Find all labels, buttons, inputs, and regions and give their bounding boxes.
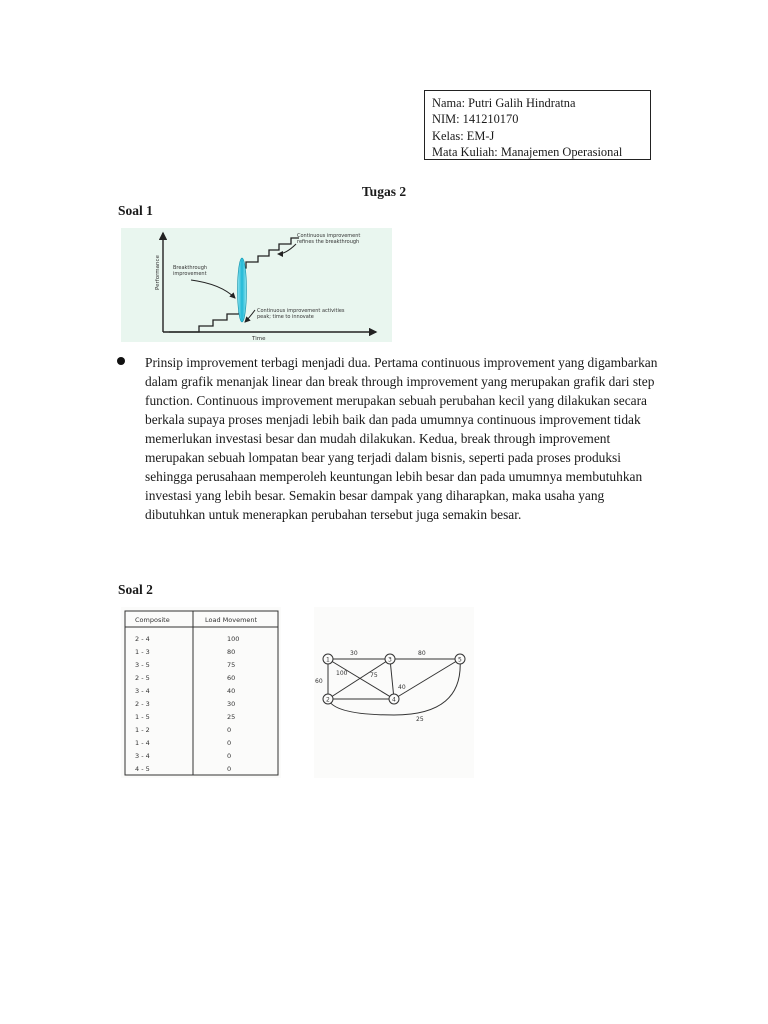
edge-label-4: 100 xyxy=(336,670,348,677)
student-class: Kelas: EM-J xyxy=(432,128,495,143)
table-cell-composite: 2 - 5 xyxy=(135,674,150,682)
table-cell-load: 80 xyxy=(227,648,236,656)
table-cell-load: 0 xyxy=(227,726,232,734)
graph-node-label: 3 xyxy=(388,656,392,664)
edge-label-1: 30 xyxy=(350,650,358,657)
bullet-point xyxy=(117,357,125,365)
table-cell-composite: 1 - 4 xyxy=(135,739,150,747)
edge-4-5 xyxy=(394,656,462,699)
annotation-left-line2: improvement xyxy=(173,271,207,277)
table-cell-composite: 3 - 4 xyxy=(135,752,150,760)
edge-label-3: 60 xyxy=(315,678,323,685)
table-cell-load: 40 xyxy=(227,687,236,695)
graph-node-label: 5 xyxy=(458,656,462,664)
table-cell-load: 60 xyxy=(227,674,236,682)
table-cell-load: 30 xyxy=(227,700,236,708)
network-graph-figure xyxy=(314,607,474,778)
load-movement-table-figure xyxy=(121,607,281,778)
y-axis-label: Performance xyxy=(155,255,161,290)
soal-1-answer-paragraph: Prinsip improvement terbagi menjadi dua. Pertama continuous improvement yang digambarkan dalam grafik menanjak linear dan break through improvement yang merupakan grafik dari step function. Continuous improvement merupakan sebuah perubahan kecil yang dilakukan secara berkala supaya proses menjadi lebih baik dan pada umumnya continuous improvement tidak memerlukan investasi besar dan mudah dilakukan. Kedua, break through improvement merupakan sebuah lompatan bear yang terjadi dalam bisnis, seperti pada proses produksi sehingga perusahaan memperoleh keuntungan lebih besar dan pada umumnya membutuhkan investasi yang lebih besar. Semakin besar dampak yang diharapkan, maka usaha yang dibutuhkan untuk menerapkan perubahan tersebut juga semakin besar. xyxy=(145,355,658,522)
table-header-load-movement: Load Movement xyxy=(205,616,258,624)
table-cell-composite: 1 - 5 xyxy=(135,713,150,721)
improvement-chart-figure xyxy=(121,228,392,342)
annotation-left-line1: Breakthrough xyxy=(173,265,208,271)
graph-node-label: 1 xyxy=(326,656,330,664)
table-cell-composite: 2 - 3 xyxy=(135,700,150,708)
table-cell-load: 0 xyxy=(227,765,232,773)
edge-label-6: 40 xyxy=(398,684,406,691)
edge-label-7: 25 xyxy=(416,716,424,723)
edge-3-4 xyxy=(388,656,394,699)
arrow-bottom xyxy=(245,310,255,322)
table-header-composite: Composite xyxy=(135,616,170,624)
annotation-bottom-line2: peak; time to innovate xyxy=(257,314,314,320)
table-cell-load: 0 xyxy=(227,752,232,760)
breakthrough-lens xyxy=(238,258,247,322)
student-info-box xyxy=(424,90,651,160)
student-nim: NIM: 141210170 xyxy=(432,112,519,127)
annotation-bottom-line1: Continuous improvement activities xyxy=(257,308,345,314)
table-cell-composite: 4 - 5 xyxy=(135,765,150,773)
soal-2-heading: Soal 2 xyxy=(118,582,153,597)
document-title: Tugas 2 xyxy=(361,184,407,199)
annotation-top-line2: refines the breakthrough xyxy=(297,239,360,245)
arrow-top xyxy=(278,244,296,254)
table-cell-composite: 3 - 5 xyxy=(135,661,150,669)
student-name: Nama: Putri Galih Hindratna xyxy=(432,96,576,110)
edge-label-5: 75 xyxy=(370,672,378,679)
graph-node-label: 2 xyxy=(326,696,330,704)
load-movement-table xyxy=(121,607,281,778)
table-cell-load: 0 xyxy=(227,739,232,747)
x-axis-label: Time xyxy=(252,336,266,342)
table-cell-load: 25 xyxy=(227,713,236,721)
annotation-top-line1: Continuous improvement xyxy=(297,233,361,239)
table-cell-composite: 3 - 4 xyxy=(135,687,150,695)
graph-node-label: 4 xyxy=(392,696,396,704)
course-name: Mata Kuliah: Manajemen Operasional xyxy=(432,145,623,160)
table-cell-composite: 1 - 3 xyxy=(135,648,150,656)
table-cell-composite: 1 - 2 xyxy=(135,726,150,734)
network-graph xyxy=(314,607,474,778)
edge-2-5 xyxy=(326,656,462,715)
improvement-chart xyxy=(121,228,392,342)
table-cell-load: 100 xyxy=(227,635,240,643)
soal-1-heading: Soal 1 xyxy=(118,203,153,218)
arrow-left xyxy=(191,280,235,298)
table-cell-load: 75 xyxy=(227,661,236,669)
table-cell-composite: 2 - 4 xyxy=(135,635,150,643)
edge-label-2: 80 xyxy=(418,650,426,657)
